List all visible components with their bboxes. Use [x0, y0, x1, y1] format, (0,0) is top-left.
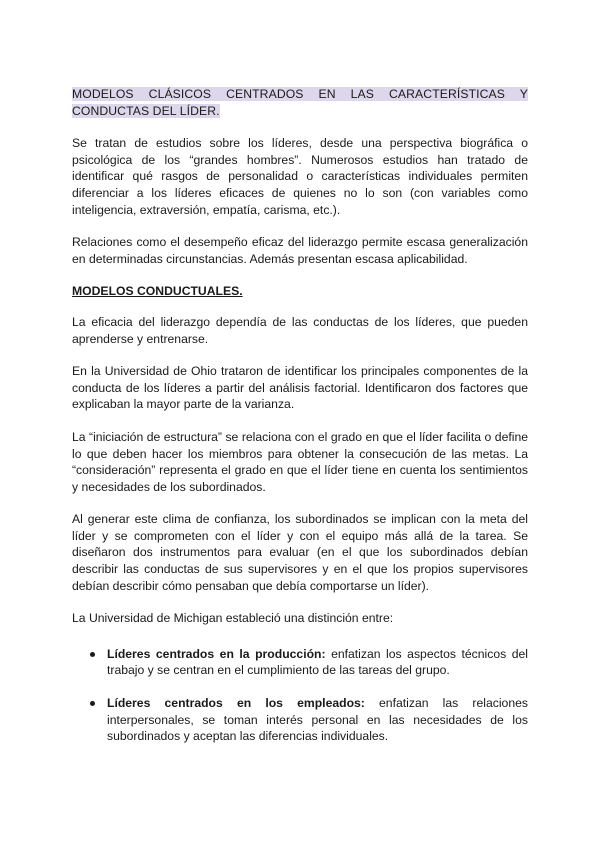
paragraph-leadership-efficacy: La eficacia del liderazgo dependía de las conductas de los líderes, que pueden aprenderse y entrenarse. — [72, 314, 528, 346]
paragraph-structure-consideration: La “iniciación de estructura” se relaciona con el grado en que el líder facilita o define lo que deben hacer los miembros para obtener la consecución de las metas. La “consideración” representa el grado en que el líder tiene en cuenta los sentimientos y necesidades de los subordinados. — [72, 429, 528, 494]
paragraph-generalization: Relaciones como el desempeño eficaz del liderazgo permite escasa generalización en determinadas circunstancias. Además presentan escasa aplicabilidad. — [72, 235, 528, 266]
bullet-dot-icon — [90, 652, 95, 657]
bullet-term: Líderes centrados en los empleados: — [107, 696, 365, 711]
list-item-production-leaders — [72, 646, 528, 679]
bullet-term: Líderes centrados en la producción: — [107, 646, 326, 661]
section-heading-behavioral-models: MODELOS CONDUCTUALES. — [72, 284, 243, 299]
paragraph-michigan-university: La Universidad de Michigan estableció una distinción entre: — [72, 611, 394, 626]
document-page — [72, 86, 528, 761]
paragraph-ohio-university: En la Universidad de Ohio trataron de identificar los principales componentes de la conducta de los líderes a partir del análisis factorial. Identificaron dos factores que explicaban la mayor parte de la varianza. — [72, 364, 528, 412]
list-item-employee-leaders — [72, 695, 528, 745]
bullet-dot-icon — [90, 701, 95, 706]
bullet-description: enfatizan las relaciones interpersonales, se toman interés personal en las necesidades de los subordinados y aceptan las diferencias individuales. — [107, 696, 528, 744]
highlighted-heading-text: MODELOS CLÁSICOS CENTRADOS EN LAS CARACTERÍSTICAS Y CONDUCTAS DEL LÍDER. — [72, 87, 528, 118]
paragraph-trust-climate: Al generar este clima de confianza, los subordinados se implican con la meta del líder y se comprometen con el líder y con el equipo más allá de la tarea. Se diseñaron dos instrumentos para evaluar (en el que los subordinados debían describir las conductas de sus supervisores y en el que los propios supervisores debían describir cómo pensaban que debía comportarse un líder). — [72, 512, 528, 593]
bullet-description: enfatizan los aspectos técnicos del trabajo y se centran en el cumplimiento de las tareas del grupo. — [107, 646, 528, 678]
section-heading-classic-models — [72, 86, 528, 119]
leader-types-list — [72, 646, 528, 745]
paragraph-biographic-studies: Se tratan de estudios sobre los líderes, desde una perspectiva biográfica o psicológica de los “grandes hombres”. Numerosos estudios han tratado de identificar qué rasgos de personalidad o características individuales permiten diferenciar a los líderes eficaces de quienes no lo son (con variables como inteligencia, extraversión, empatía, carisma, etc.). — [72, 136, 528, 217]
